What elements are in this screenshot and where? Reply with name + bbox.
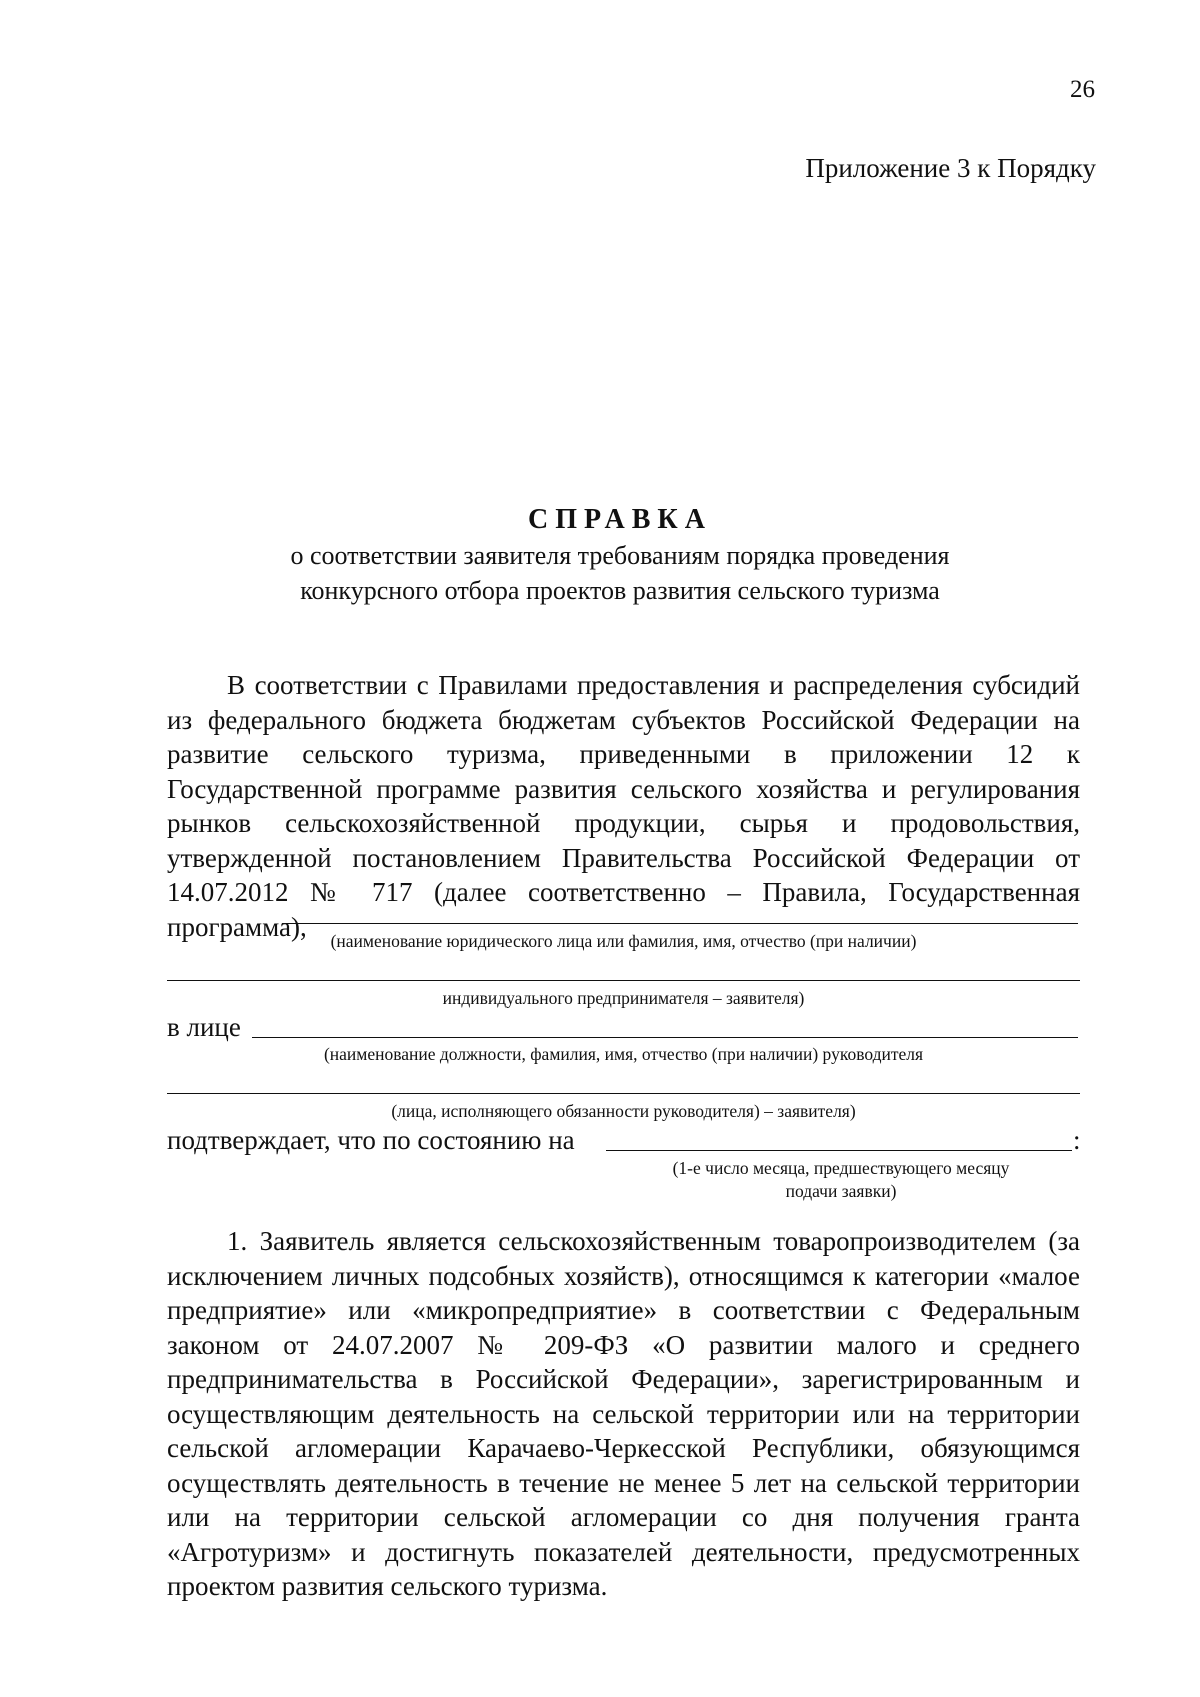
document-title: СПРАВКА bbox=[528, 504, 712, 535]
page-number: 26 bbox=[1070, 76, 1095, 103]
item-1-paragraph bbox=[167, 1224, 1080, 1604]
title-block bbox=[0, 502, 1200, 608]
date-colon: : bbox=[1073, 1125, 1081, 1155]
in-person-label: в лице bbox=[167, 1012, 241, 1042]
caption-date-2: подачи заявки) bbox=[785, 1181, 897, 1201]
document-subtitle-line-2: конкурсного отбора проектов развития сельского туризма bbox=[300, 576, 940, 605]
caption-date-1: (1-е число месяца, предшествующего месяцу bbox=[672, 1158, 1010, 1178]
confirms-label: подтверждает, что по состоянию на bbox=[167, 1125, 575, 1155]
date-line[interactable] bbox=[606, 1150, 1072, 1151]
intro-paragraph bbox=[167, 668, 1080, 944]
caption-applicant-2: индивидуального предпринимателя – заявителя) bbox=[442, 988, 805, 1008]
in-person-line[interactable] bbox=[252, 1037, 1078, 1038]
applicant-name-line[interactable] bbox=[282, 923, 1078, 924]
appendix-label: Приложение 3 к Порядку bbox=[805, 153, 1096, 183]
caption-person-2: (лица, исполняющего обязанности руководителя) – заявителя) bbox=[391, 1101, 856, 1121]
applicant-name-line-2[interactable] bbox=[167, 980, 1080, 981]
document-subtitle-line-1: о соответствии заявителя требованиям порядка проведения bbox=[290, 541, 950, 570]
in-person-line-2[interactable] bbox=[167, 1093, 1080, 1094]
item-1-text: 1. Заявитель является сельскохозяйственным товаропроизводителем (за исключением личных подсобных хозяйств), относящимся к категории «малое предприятие» или «микропредприятие» в соответствии с Федеральным законом от 24.07.2007 № 209-ФЗ «О развитии малого и среднего предпринимательства в Российской Федерации», зарегистрированным и осуществляющим деятельность на сельской территории или на территории сельской агломерации Карачаево-Черкесской Республики, обязующимся осуществлять деятельность в течение не менее 5 лет на сельской территории или на территории сельской агломерации со дня получения гранта «Агротуризм» и достигнуть показателей деятельности, предусмотренных проектом развития сельского туризма. bbox=[167, 1226, 1080, 1601]
intro-text: В соответствии с Правилами предоставления и распределения субсидий из федерального бюджета бюджетам субъектов Российской Федерации на развитие сельского туризма, приведенными в приложении 12 к Государственной программе развития сельского хозяйства и регулирования рынков сельскохозяйственной продукции, сырья и продовольствия, утвержденной постановлением Правительства Российской Федерации от 14.07.2012 № 717 (далее соответственно – Правила, Государственная программа), bbox=[167, 670, 1080, 942]
caption-applicant-1: (наименование юридического лица или фамилия, имя, отчество (при наличии) bbox=[330, 931, 917, 951]
caption-person-1: (наименование должности, фамилия, имя, отчество (при наличии) руководителя bbox=[323, 1044, 924, 1064]
